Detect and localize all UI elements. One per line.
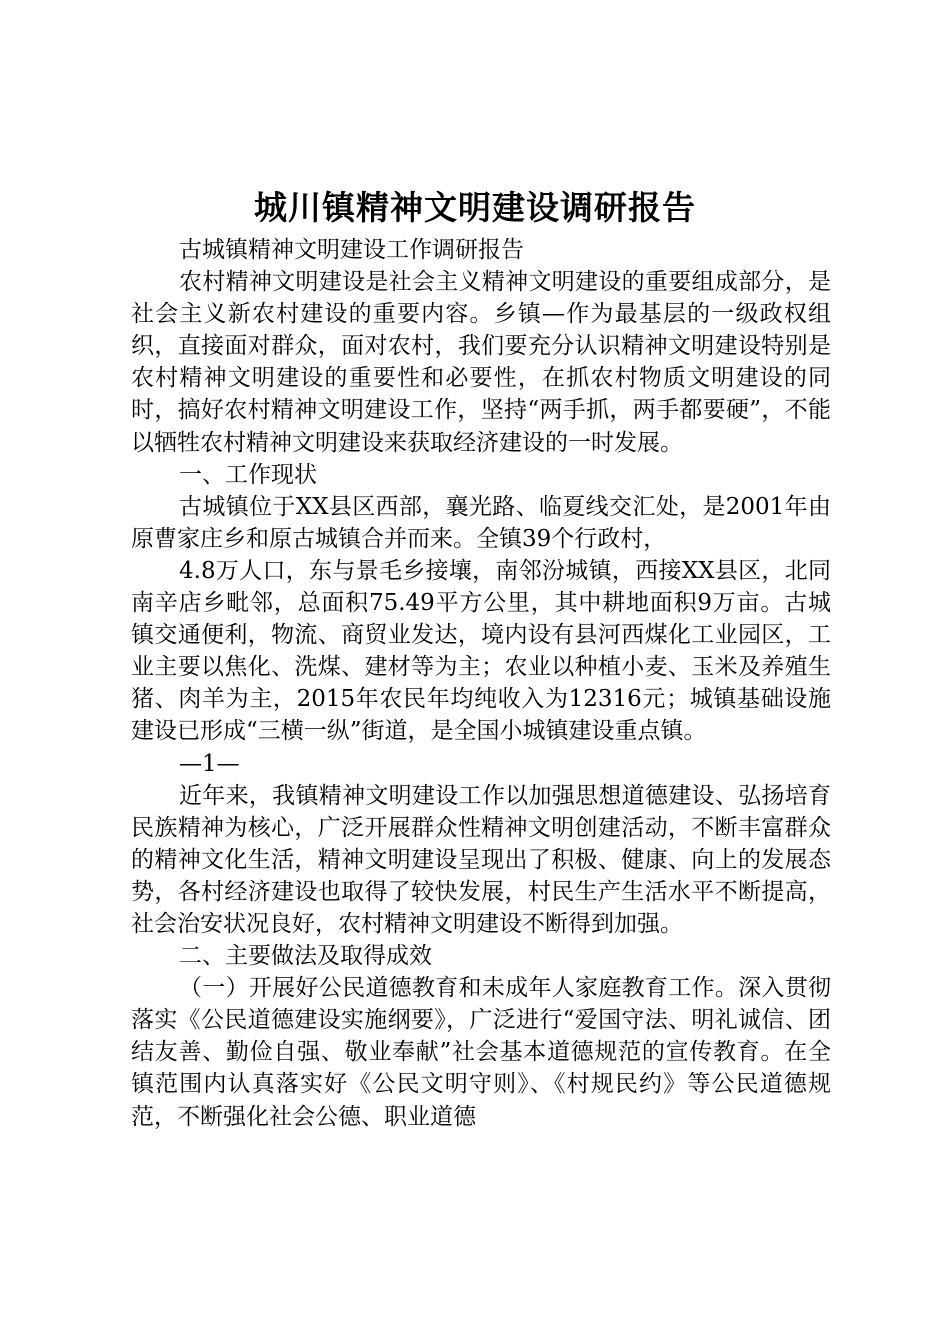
methods-paragraph-1: （一）开展好公民道德教育和未成年人家庭教育工作。深入贯彻落实《公民道德建设实施纲要》，广泛进行“爱国守法、明礼诚信、团结友善、勤俭自强、敬业奉献”社会基本道德规范的宣传教育。在全镇范围内认真落实好《公民文明守则》、《村规民约》等公民道德规范，不断强化社会公德、职业道德 bbox=[131, 975, 831, 1130]
section-heading-status: 一、工作现状 bbox=[179, 461, 317, 488]
page-number: —1— bbox=[179, 750, 240, 777]
intro-paragraph: 农村精神文明建设是社会主义精神文明建设的重要组成部分，是社会主义新农村建设的重要内容。乡镇—作为最基层的一级政权组织，直接面对群众，面对农村，我们要充分认识精神文明建设特别是农村精神文明建设的重要性和必要性，在抓农村物质文明建设的同时，搞好农村精神文明建设工作，坚持“两手抓，两手都要硬”，不能以牺牲农村精神文明建设来获取经济建设的一时发展。 bbox=[131, 269, 831, 456]
report-subtitle: 古城镇精神文明建设工作调研报告 bbox=[179, 237, 524, 263]
document-title: 城川镇精神文明建设调研报告 bbox=[254, 188, 696, 227]
progress-paragraph: 近年来，我镇精神文明建设工作以加强思想道德建设、弘扬培育民族精神为核心，广泛开展群众性精神文明创建活动，不断丰富群众的精神文化生活，精神文明建设呈现出了积极、健康、向上的发展态势，各村经济建设也取得了较快发展，村民生产生活水平不断提高，社会治安状况良好，农村精神文明建设不断得到加强。 bbox=[131, 782, 831, 937]
section-heading-methods: 二、主要做法及取得成效 bbox=[179, 943, 432, 970]
status-paragraph-continued: 4.8万人口，东与景毛乡接壤，南邻汾城镇，西接XX县区，北同南辛店乡毗邻，总面积75.49平方公里，其中耕地面积9万亩。古城镇交通便利，物流、商贸业发达，境内设有县河西煤化工业园区，工业主要以焦化、洗煤、建材等为主；农业以种植小麦、玉米及养殖生猪、肉羊为主，2015年农民年均纯收入为12316元；城镇基础设施建设已形成“三横一纵”街道，是全国小城镇建设重点镇。 bbox=[131, 557, 831, 745]
document-body bbox=[131, 234, 831, 1133]
status-paragraph: 古城镇位于XX县区西部，襄光路、临夏线交汇处，是2001年由原曹家庄乡和原古城镇合并而来。全镇39个行政村， bbox=[131, 493, 831, 552]
